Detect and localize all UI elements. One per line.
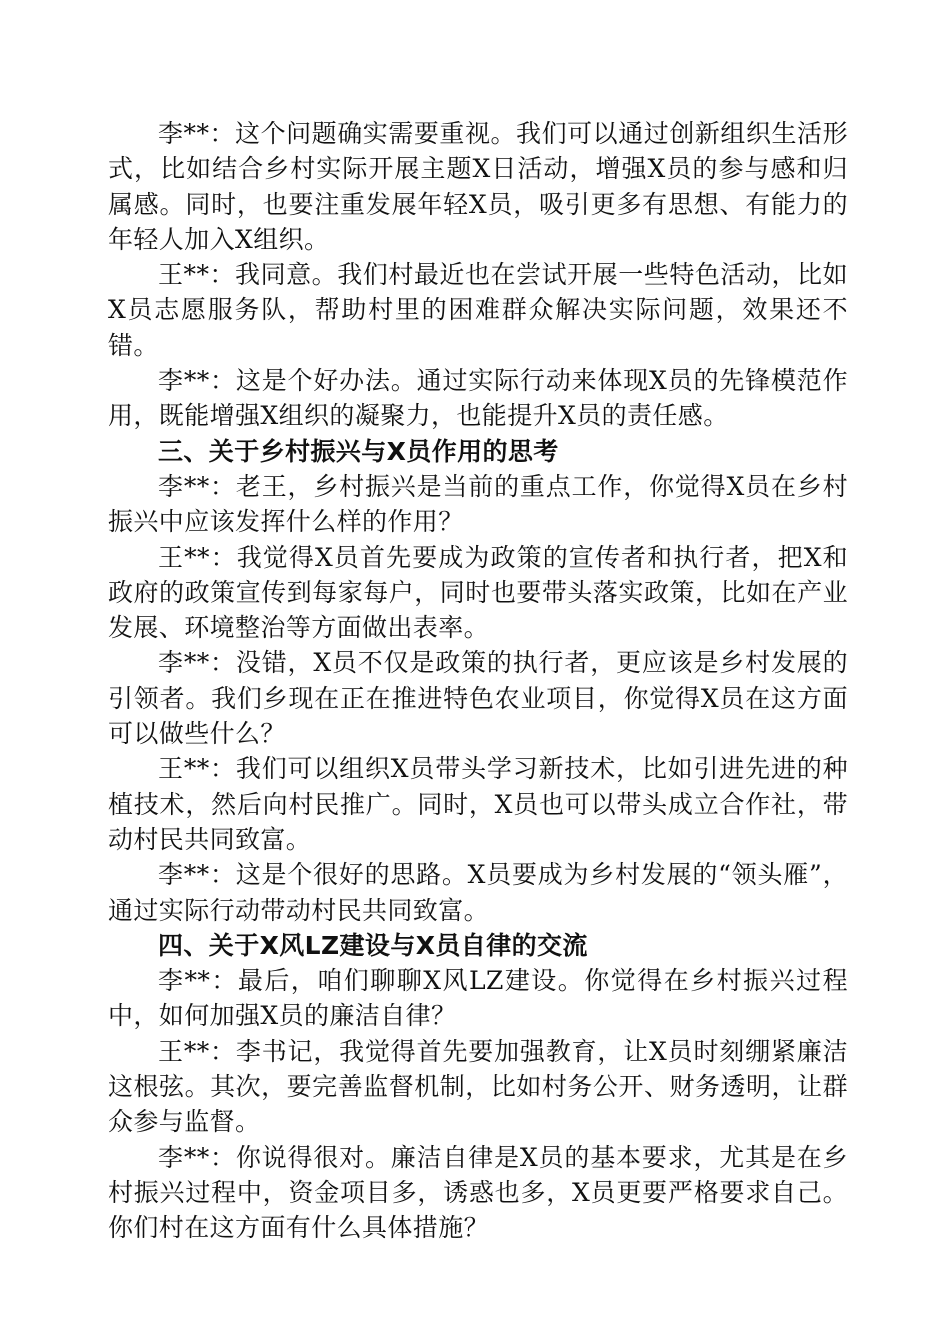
section-heading: 四、关于X风LZ建设与X员自律的交流 [158, 930, 588, 960]
paragraph: 李**：这个问题确实需要重视。我们可以通过创新组织生活形式，比如结合乡村实际开展主题X日活动，增强X员的参与感和归属感。同时，也要注重发展年轻X员，吸引更多有思想、有能力的年轻人加入X组织。 [108, 119, 848, 254]
paragraph: 李**：你说得很对。廉洁自律是X员的基本要求，尤其是在乡村振兴过程中，资金项目多，诱惑也多，X员更要严格要求自己。你们村在这方面有什么具体措施？ [108, 1142, 848, 1243]
paragraph: 李**：这是个很好的思路。X员要成为乡村发展的“领头雁”，通过实际行动带动村民共同致富。 [108, 860, 848, 925]
paragraph: 李**：这是个好办法。通过实际行动来体现X员的先锋模范作用，既能增强X组织的凝聚力，也能提升X员的责任感。 [108, 366, 848, 431]
paragraph: 李**：最后，咱们聊聊X风LZ建设。你觉得在乡村振兴过程中，如何加强X员的廉洁自律？ [108, 966, 848, 1031]
paragraph: 王**：我觉得X员首先要成为政策的宣传者和执行者，把X和政府的政策宣传到每家每户，同时也要带头落实政策，比如在产业发展、环境整治等方面做出表率。 [108, 542, 848, 643]
paragraph: 王**：我们可以组织X员带头学习新技术，比如引进先进的种植技术，然后向村民推广。同时，X员也可以带头成立合作社，带动村民共同致富。 [108, 754, 848, 854]
paragraph: 王**：我同意。我们村最近也在尝试开展一些特色活动，比如X员志愿服务队，帮助村里的困难群众解决实际问题，效果还不错。 [108, 260, 848, 360]
paragraph: 李**：没错，X员不仅是政策的执行者，更应该是乡村发展的引领者。我们乡现在正在推进特色农业项目，你觉得X员在这方面可以做些什么？ [108, 648, 848, 749]
paragraph: 王**：李书记，我觉得首先要加强教育，让X员时刻绷紧廉洁这根弦。其次，要完善监督机制，比如村务公开、财务透明，让群众参与监督。 [108, 1036, 848, 1137]
paragraph: 李**：老王，乡村振兴是当前的重点工作，你觉得X员在乡村振兴中应该发挥什么样的作用？ [108, 471, 849, 537]
section-heading: 三、关于乡村振兴与X员作用的思考 [158, 436, 559, 466]
document-body [108, 116, 848, 1246]
